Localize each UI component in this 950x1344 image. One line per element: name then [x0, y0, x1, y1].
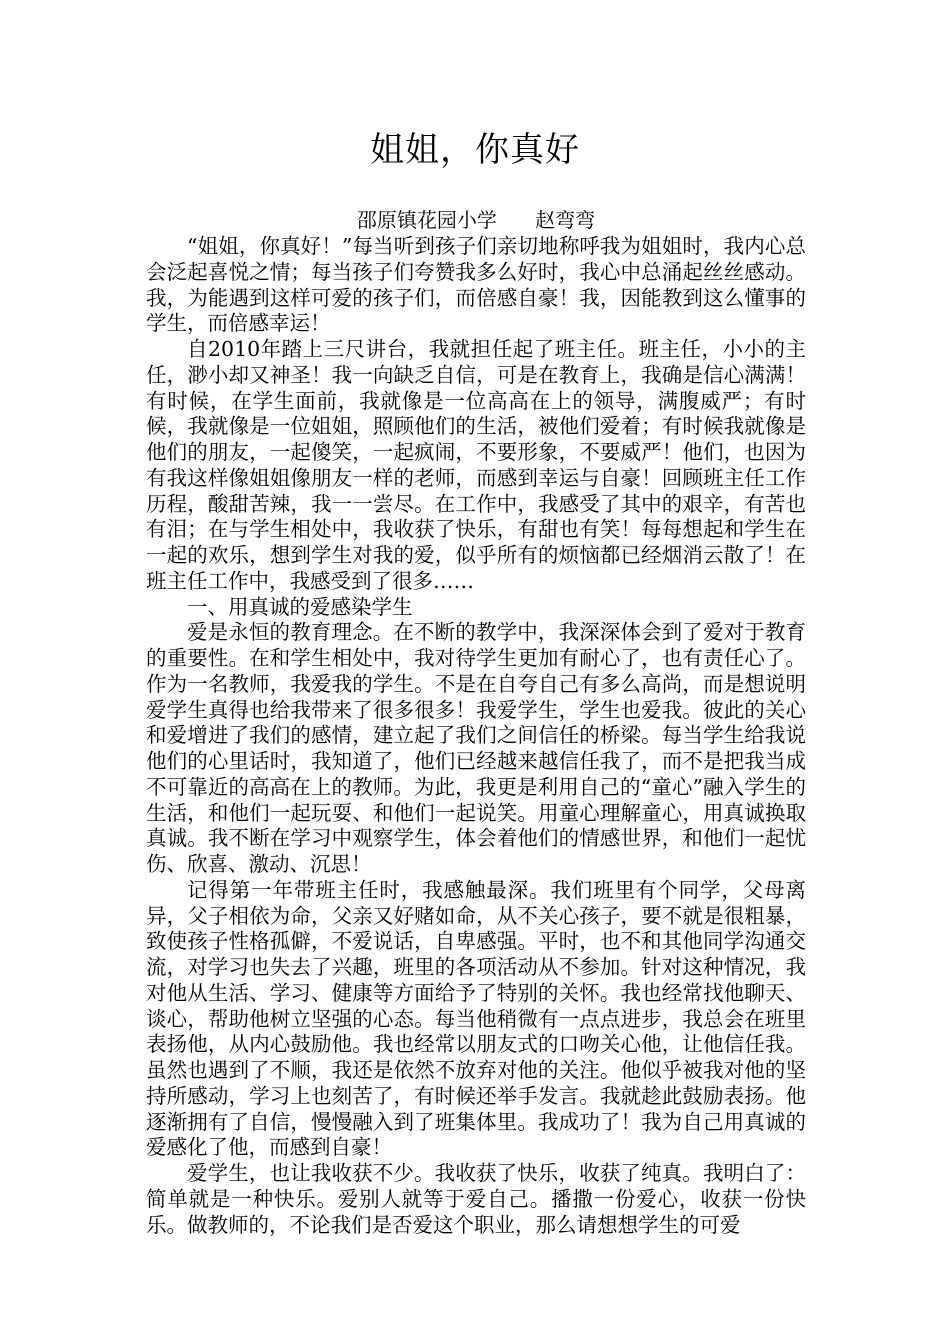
section-heading: 一、用真诚的爱感染学生 [187, 594, 413, 619]
document-body [146, 234, 806, 1238]
paragraph-love: 爱是永恒的教育理念。在不断的教学中，我深深体会到了爱对于教育的重要性。在和学生相处中，我对待学生更加有耐心了，也有责任心了。作为一名教师，我爱我的学生。不是在自夸自己有多么高尚，而是想说明爱学生真得也给我带来了很多很多！我爱学生，学生也爱我。彼此的关心和爱增进了我们的感情，建立起了我们之间信任的桥梁。每当学生给我说他们的心里话时，我知道了，他们已经越来越信任我了，而不是把我当成不可靠近的高高在上的教师。为此，我更是利用自己的“童心”融入学生的生活，和他们一起玩耍、和他们一起说笑。用童心理解童心，用真诚换取真诚。我不断在学习中观察学生，体会着他们的情感世界，和他们一起忧伤、欣喜、激动、沉思！ [146, 620, 806, 876]
paragraph-career: 自2010年踏上三尺讲台，我就担任起了班主任。班主任，小小的主任，渺小却又神圣！我一向缺乏自信，可是在教育上，我确是信心满满！有时候，在学生面前，我就像是一位高高在上的领导，满腹威严；有时候，我就像是一位姐姐，照顾他们的生活，被他们爱着；有时候我就像是他们的朋友，一起傻笑，一起疯闹，不要形象，不要威严！他们，也因为有我这样像姐姐像朋友一样的老师，而感到幸运与自豪！回顾班主任工作历程，酸甜苦辣，我一一尝尽。在工作中，我感受了其中的艰辛，有苦也有泪；在与学生相处中，我收获了快乐，有甜也有笑！每每想起和学生在一起的欢乐，想到学生对我的爱，似乎所有的烦恼都已经烟消云散了！在班主任工作中，我感受到了很多…… [146, 337, 806, 593]
paragraph-intro: “姐姐，你真好！”每当听到孩子们亲切地称呼我为姐姐时，我内心总会泛起喜悦之情；每当孩子们夸赞我多么好时，我心中总涌起丝丝感动。我，为能遇到这样可爱的孩子们，而倍感自豪！我，因能教到这么懂事的学生，而倍感幸运！ [146, 234, 806, 336]
paragraph-story: 记得第一年带班主任时，我感触最深。我们班里有个同学，父母离异，父子相依为命，父亲又好赌如命，从不关心孩子，要不就是很粗暴，致使孩子性格孤僻，不爱说话，自卑感强。平时，也不和其他同学沟通交流，对学习也失去了兴趣，班里的各项活动从不参加。针对这种情况，我对他从生活、学习、健康等方面给予了特别的关怀。我也经常找他聊天、谈心，帮助他树立坚强的心态。每当他稍微有一点点进步，我总会在班里表扬他，从内心鼓励他。我也经常以朋友式的口吻关心他，让他信任我。虽然也遇到了不顺，我还是依然不放弃对他的关注。他似乎被我对他的坚持所感动，学习上也刻苦了，有时候还举手发言。我就趁此鼓励表扬。他逐渐拥有了自信，慢慢融入到了班集体里。我成功了！我为自己用真诚的爱感化了他，而感到自豪！ [146, 877, 806, 1160]
paragraph-harvest: 爱学生，也让我收获不少。我收获了快乐，收获了纯真。我明白了：简单就是一种快乐。爱别人就等于爱自己。播撒一份爱心，收获一份快乐。做教师的，不论我们是否爱这个职业，那么请想想学生的可爱 [146, 1161, 806, 1237]
document-title: 姐姐，你真好 [370, 130, 580, 170]
author-line: 邵原镇花园小学 赵弯弯 [356, 208, 596, 232]
